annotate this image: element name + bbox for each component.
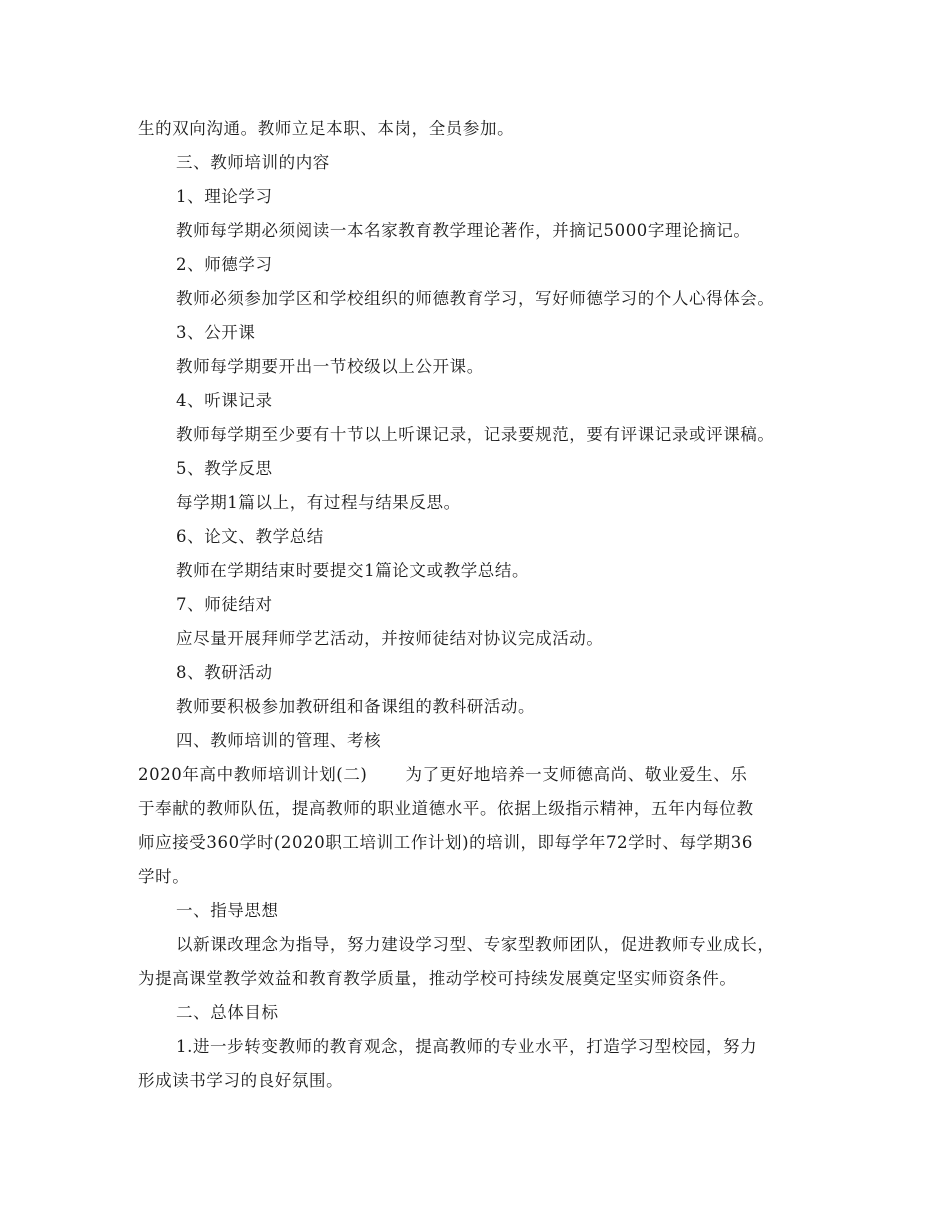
paragraph-line: 教师每学期要开出一节校级以上公开课。 (176, 357, 484, 376)
section-heading: 二、总体目标 (176, 1003, 279, 1022)
paragraph-line: 形成读书学习的良好氛围。 (138, 1071, 344, 1090)
paragraph-line: 教师每学期至少要有十节以上听课记录，记录要规范，要有评课记录或评课稿。 (176, 425, 775, 444)
paragraph-line: 1.进一步转变教师的教育观念，提高教师的专业水平，打造学习型校园，努力 (176, 1037, 758, 1056)
paragraph-line: 教师每学期必须阅读一本名家教育教学理论著作，并摘记5000字理论摘记。 (176, 221, 751, 240)
paragraph-line: 学时。 (138, 867, 190, 886)
item-heading: 1、理论学习 (176, 187, 273, 206)
item-heading: 5、教学反思 (176, 459, 273, 478)
paragraph-line: 教师在学期结束时要提交1篇论文或教学总结。 (176, 561, 530, 580)
paragraph-line: 应尽量开展拜师学艺活动，并按师徒结对协议完成活动。 (176, 629, 604, 648)
item-heading: 3、公开课 (176, 323, 256, 342)
item-heading: 7、师徒结对 (176, 595, 273, 614)
section-heading: 一、指导思想 (176, 901, 279, 920)
item-heading: 8、教研活动 (176, 663, 273, 682)
paragraph-line: 师应接受360学时(2020职工培训工作计划)的培训，即每学年72学时、每学期36 (138, 833, 753, 852)
paragraph-line: 教师要积极参加教研组和备课组的教科研活动。 (176, 697, 536, 716)
plan-intro: 为了更好地培养一支师德高尚、敬业爱生、乐 (405, 765, 748, 784)
section-heading: 三、教师培训的内容 (176, 153, 330, 172)
paragraph-line: 生的双向沟通。教师立足本职、本岗，全员参加。 (138, 119, 515, 138)
item-heading: 6、论文、教学总结 (176, 527, 324, 546)
paragraph-line: 以新课改理念为指导，努力建设学习型、专家型教师团队，促进教师专业成长， (176, 935, 775, 954)
paragraph-line: 教师必须参加学区和学校组织的师德教育学习，写好师德学习的个人心得体会。 (176, 289, 775, 308)
section-heading: 四、教师培训的管理、考核 (176, 731, 382, 750)
item-heading: 2、师德学习 (176, 255, 273, 274)
paragraph-line: 每学期1篇以上，有过程与结果反思。 (176, 493, 461, 512)
plan-title: 2020年高中教师培训计划(二) (138, 765, 368, 784)
item-heading: 4、听课记录 (176, 391, 273, 410)
plan-title-line (138, 764, 828, 786)
paragraph-line: 为提高课堂教学效益和教育教学质量，推动学校可持续发展奠定坚实师资条件。 (138, 969, 737, 988)
paragraph-line: 于奉献的教师队伍，提高教师的职业道德水平。依据上级指示精神，五年内每位教 (138, 799, 754, 818)
